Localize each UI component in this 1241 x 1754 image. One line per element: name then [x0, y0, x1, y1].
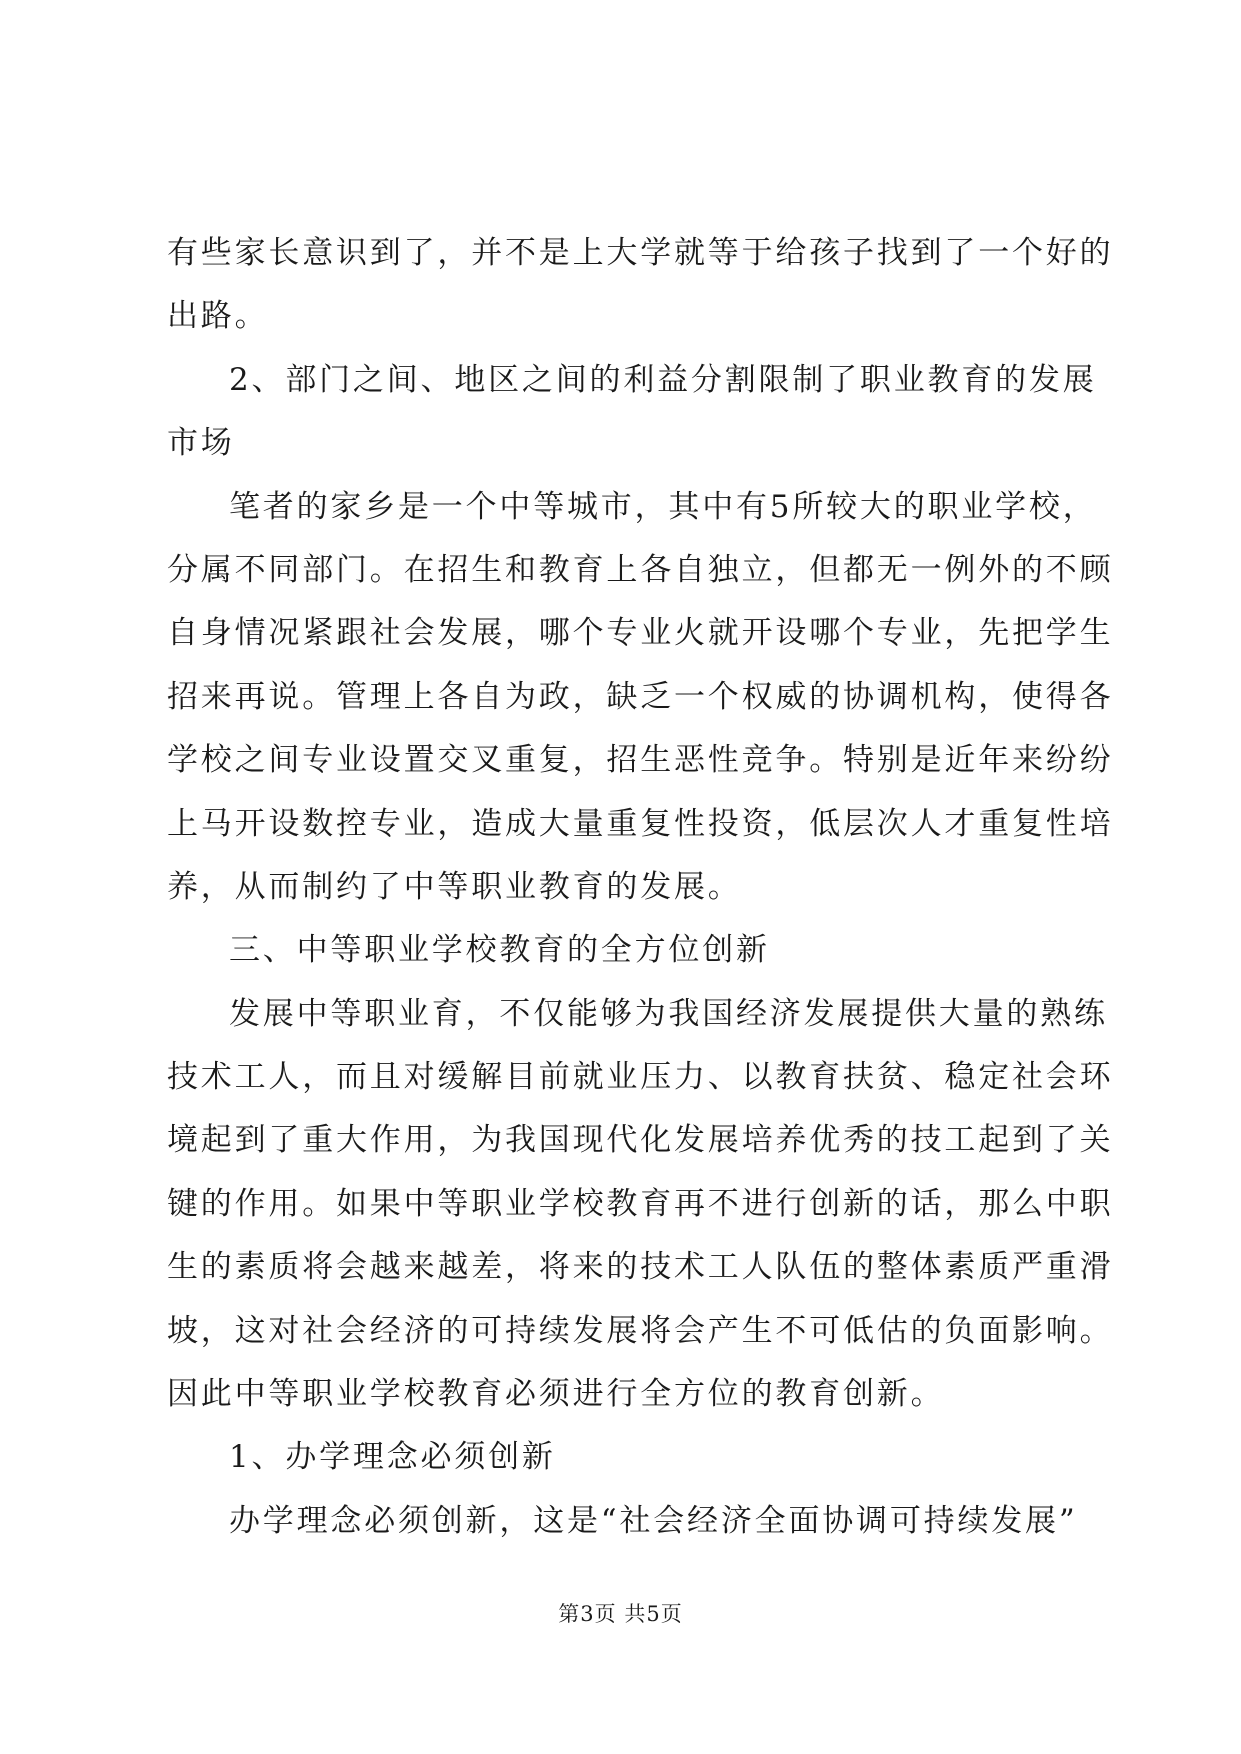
- text-line: 学校之间专业设置交叉重复，招生恶性竞争。特别是近年来纷纷: [167, 742, 1114, 779]
- text-line: 招来再说。管理上各自为政，缺乏一个权威的协调机构，使得各: [167, 678, 1114, 715]
- text-line: 有些家长意识到了，并不是上大学就等于给孩子找到了一个好的: [167, 235, 1114, 271]
- text-line: 技术工人，而且对缓解目前就业压力、以教育扶贫、稳定社会环: [167, 1059, 1114, 1096]
- text-line: 笔者的家乡是一个中等城市，其中有5所较大的职业学校，: [229, 488, 1097, 525]
- text-line: 办学理念必须创新，这是“社会经济全面协调可持续发展”: [229, 1502, 1078, 1539]
- text-line: 出路。: [167, 298, 269, 335]
- document-body: [167, 222, 1114, 1553]
- text-line: 发展中等职业育，不仅能够为我国经济发展提供大量的熟练: [229, 995, 1108, 1032]
- page-number-footer: 第3页 共5页: [558, 1602, 683, 1626]
- text-line: 坡，这对社会经济的可持续发展将会产生不可低估的负面影响。: [167, 1312, 1114, 1349]
- text-line: 键的作用。如果中等职业学校教育再不进行创新的话，那么中职: [167, 1185, 1114, 1222]
- text-line: 市场: [167, 425, 235, 462]
- text-line: 上马开设数控专业，造成大量重复性投资，低层次人才重复性培: [167, 805, 1114, 842]
- text-line: 分属不同部门。在招生和教育上各自独立，但都无一例外的不顾: [167, 551, 1114, 588]
- text-line: 1、办学理念必须创新: [229, 1439, 556, 1476]
- text-line: 自身情况紧跟社会发展，哪个专业火就开设哪个专业，先把学生: [167, 615, 1114, 652]
- text-line: 养，从而制约了中等职业教育的发展。: [167, 868, 742, 905]
- text-line: 2、部门之间、地区之间的利益分割限制了职业教育的发展: [229, 361, 1097, 398]
- text-line: 因此中等职业学校教育必须进行全方位的教育创新。: [167, 1376, 945, 1413]
- text-line: 境起到了重大作用，为我国现代化发展培养优秀的技工起到了关: [167, 1122, 1114, 1159]
- text-line: 三、中等职业学校教育的全方位创新: [229, 932, 770, 969]
- text-line: 生的素质将会越来越差，将来的技术工人队伍的整体素质严重滑: [167, 1249, 1114, 1286]
